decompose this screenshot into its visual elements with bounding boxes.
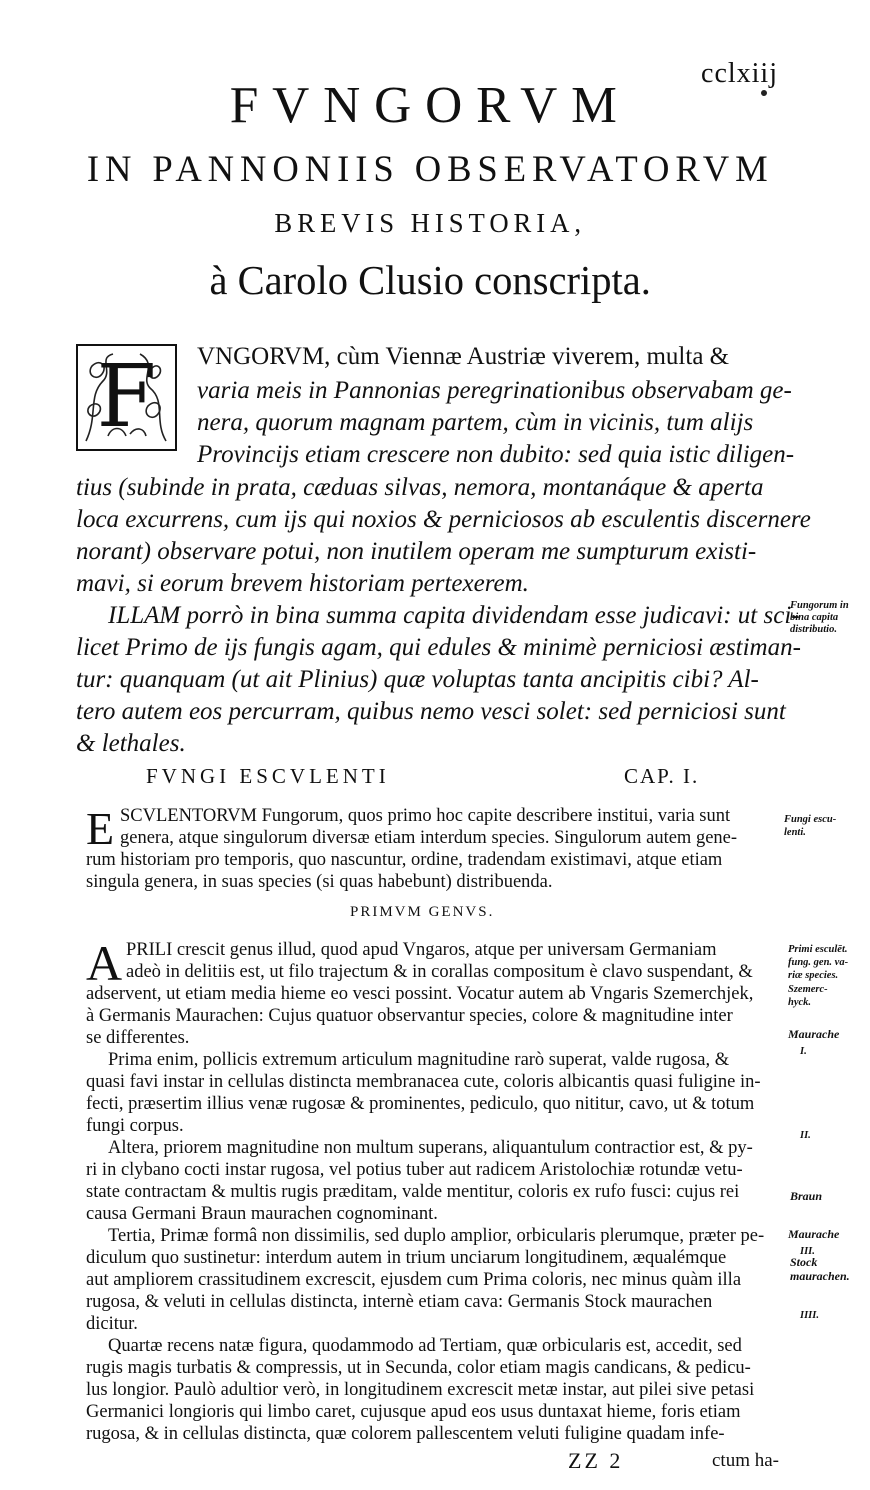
primum-line-7: quasi favi instar in cellulas distincta membranacea cute, coloris albicantis quasi fuligine in- (86, 1072, 761, 1092)
margin-note-stock-2: maurachen. (790, 1269, 850, 1283)
intro-line-4: Provincijs etiam crescere non dubito: sed quia istic diligen- (197, 441, 795, 468)
title-line-1: FVNGORVM (229, 77, 631, 134)
title-line-4: à Carolo Clusio conscripta. (209, 257, 651, 303)
margin-note-esculenti-2: lenti. (784, 827, 806, 838)
primum-line-1: PRILI crescit genus illud, quod apud Vngaros, atque per universam Germaniam (126, 940, 717, 960)
primum-line-16: aut ampliorem crassitudinem excrescit, ejusdem cum Prima coloris, nec minus quàm illa (86, 1270, 742, 1290)
primum-line-5: se differentes. (86, 1028, 190, 1048)
margin-note-numeral-1: I. (800, 1046, 807, 1057)
initial-letter-f: F (96, 347, 157, 447)
intro-line-6: loca excurrens, cum ijs qui noxios & perniciosos ab esculentis discernere (76, 506, 811, 533)
margin-note-distributio-3: distributio. (790, 624, 837, 635)
esc-line-3: rum historiam pro temporis, quo nascuntur, ordine, tradendam existimavi, atque etiam (86, 850, 723, 870)
para2-line-4: tero autem eos percurram, quibus nemo vesci solet: sed perniciosi sunt (76, 698, 786, 725)
primum-line-12: state contractam & multis rugis præditam, valde mentitur, coloris ex rufo fusci: cujus rei (86, 1182, 740, 1202)
chapter-number: CAP. I. (624, 764, 700, 788)
margin-note-numeral-2: II. (800, 1130, 811, 1141)
margin-note-maurache: Maurache (788, 1027, 840, 1041)
para2-line-3: tur: quanquam (ut ait Plinius) quæ voluptas tanta ancipitis cibi? Al- (76, 666, 759, 693)
drop-cap-a: A (86, 935, 123, 991)
margin-note-esculenti-1: Fungi escu- (784, 814, 837, 825)
primum-line-2: adeò in delitiis est, ut filo trajectum & in corallas compositum è clavo suspendant, & (126, 962, 753, 982)
intro-line-1: VNGORVM, cùm Viennæ Austriæ viverem, multa & (197, 343, 730, 370)
catchword: ctum ha- (712, 1450, 780, 1471)
primum-line-23: rugosa, & in cellulas distincta, quæ colorem pallescentem veluti fuligine quadam infe- (86, 1424, 725, 1444)
margin-note-distributio-1: Fungorum in (790, 600, 849, 611)
drop-cap-e: E (86, 803, 115, 854)
primum-line-10: Altera, priorem magnitudine non multum superans, aliquantulum contractior est, & py- (108, 1138, 753, 1158)
margin-note-maurache-2: Maurache (788, 1227, 840, 1241)
primum-line-4: à Germanis Maurachen: Cujus quatuor observantur species, colore & magnitudine inter (86, 1006, 733, 1026)
para2-line-1: ILLAM porrò in bina summa capita dividendam esse judicavi: ut sci- (108, 602, 800, 629)
section-heading: PRIMVM GENVS. (350, 904, 495, 920)
intro-line-2: varia meis in Pannonias peregrinationibus observabam ge- (197, 377, 792, 404)
intro-line-8: mavi, si eorum brevem historiam pertexerem. (76, 570, 529, 597)
title-line-2: IN PANNONIIS OBSERVATORVM (86, 149, 774, 190)
decorated-initial (76, 344, 177, 451)
primum-line-11: ri in clybano cocti instar rugosa, vel potius tuber aut radicem Aristolochiæ rotundæ vetu- (86, 1160, 743, 1180)
para2-line-5: & lethales. (76, 730, 186, 757)
esc-line-1: SCVLENTORVM Fungorum, quos primo hoc capite describere institui, varia sunt (120, 806, 731, 826)
folio-number: cclxiij (701, 58, 778, 89)
primum-line-14: Tertia, Primæ formâ non dissimilis, sed duplo amplior, orbicularis plerumque, præter pe- (108, 1226, 765, 1246)
signature-mark: ZZ 2 (568, 1448, 624, 1473)
chapter-title: FVNGI ESCVLENTI (146, 764, 390, 788)
margin-note-numeral-4: IIII. (800, 1310, 819, 1321)
margin-note-distributio-2: bina capita (790, 612, 839, 623)
esc-line-4: singula genera, in suas species (si quas habebunt) distribuenda. (86, 872, 553, 892)
intro-line-3: nera, quorum magnam partem, cùm in vicinis, tum alijs (197, 409, 754, 436)
primum-line-21: lus longior. Paulò adultior verò, in longitudinem excrescit metæ instar, aut pilei sive petasi (86, 1380, 755, 1400)
para2-line-2: licet Primo de ijs fungis agam, qui edules & minimè perniciosi æstiman- (76, 634, 801, 661)
margin-note-species-3: riæ species. (788, 970, 839, 981)
primum-line-17: rugosa, & veluti in cellulas distincta, internè etiam cava: Germanis Stock maurachen (86, 1292, 713, 1312)
primum-line-8: fecti, præsertim illius venæ rugosæ & prominentes, pediculo, quo nititur, cavo, ut & totum (86, 1094, 755, 1114)
primum-line-20: rugis magis turbatis & compressis, ut in Secunda, color etiam magis candicans, & pedicu- (86, 1358, 751, 1378)
primum-line-13: causa Germani Braun maurachen cognominant. (86, 1204, 438, 1224)
intro-line-5: tius (subinde in prata, cæduas silvas, nemora, montanáque & aperta (76, 474, 764, 501)
intro-line-7: norant) observare potui, non inutilem operam me sumpturum existi- (76, 538, 757, 565)
primum-line-19: Quartæ recens natæ figura, quodammodo ad Tertiam, quæ orbicularis est, accedit, sed (108, 1336, 742, 1356)
esc-line-2: genera, atque singulorum diversæ etiam interdum species. Singulorum autem gene- (120, 828, 738, 848)
primum-line-15: diculum quo sustinetur: interdum autem in trium unciarum longitudinem, æqualémque (86, 1248, 727, 1268)
primum-line-9: fungi corpus. (86, 1116, 184, 1136)
margin-note-species-5: hyck. (788, 997, 812, 1008)
margin-note-species-2: fung. gen. va- (788, 957, 849, 968)
primum-line-6: Prima enim, pollicis extremum articulum magnitudine rarò superat, valde rugosa, & (108, 1050, 730, 1070)
margin-note-stock-1: Stock (790, 1255, 818, 1269)
primum-line-3: adservent, ut etiam media hieme eo vesci possint. Vocatur autem ab Vngaris Szemerchjek, (86, 984, 754, 1004)
primum-line-22: Germanici longioris qui limbo caret, cujusque apud eos usus duntaxat hieme, foris etiam (86, 1402, 741, 1422)
margin-note-numeral-3: III. (800, 1246, 815, 1257)
margin-note-species-4: Szemerc- (788, 984, 828, 995)
margin-note-species-1: Primi esculēt. (788, 944, 848, 955)
margin-note-braun: Braun (790, 1189, 823, 1203)
title-line-3: BREVIS HISTORIA, (274, 208, 586, 238)
primum-line-18: dicitur. (86, 1314, 138, 1334)
